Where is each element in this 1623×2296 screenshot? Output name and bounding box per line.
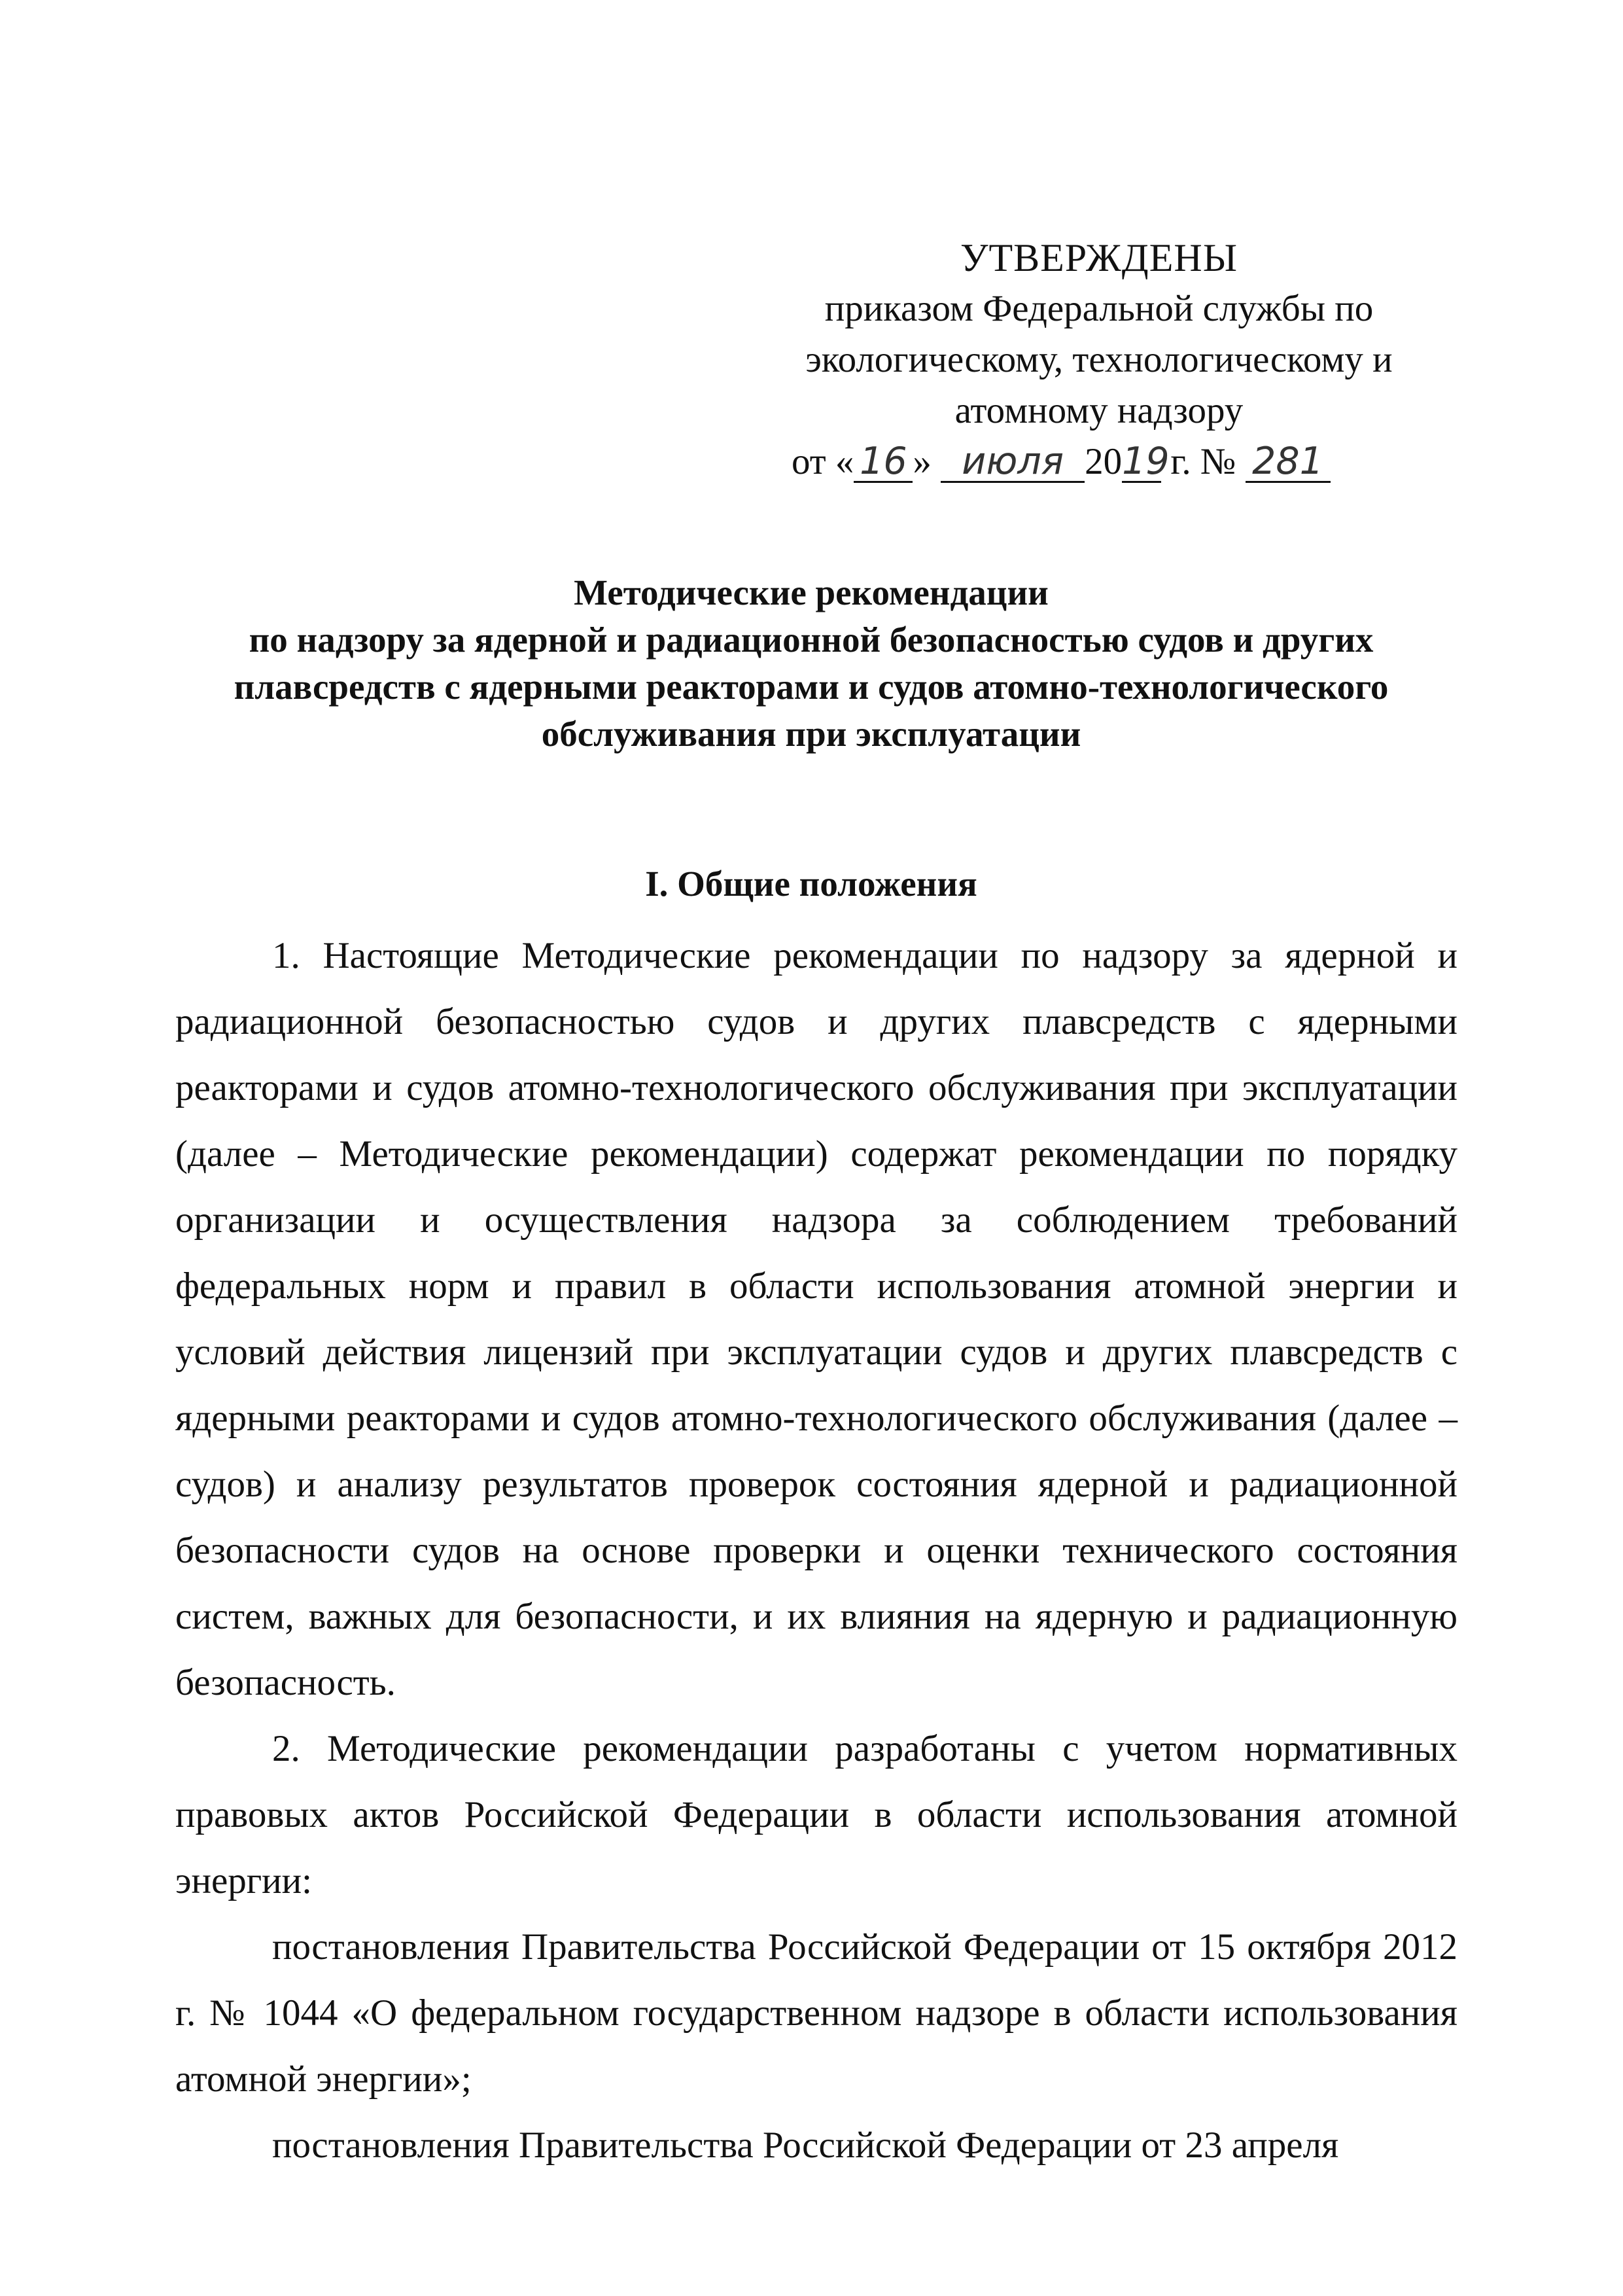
date-year-prefix: 20: [1085, 441, 1123, 482]
approval-date-line: [752, 436, 1446, 487]
handwritten-day: 16: [854, 442, 913, 483]
approval-block: [752, 232, 1446, 487]
document-title: [157, 569, 1465, 758]
approval-line: атомному надзору: [954, 390, 1244, 431]
approval-line: приказом Федеральной службы по: [824, 288, 1374, 329]
handwritten-month: июля: [941, 442, 1085, 483]
paragraph: 2. Методические рекомендации разработаны с учетом нормативных правовых актов Российской Федерации в области использования атомной энергии:: [175, 1728, 1457, 1901]
title-line: по надзору за ядерной и радиационной безопасностью судов и других: [249, 620, 1374, 660]
date-prefix: от «: [792, 441, 854, 482]
date-suffix: г. №: [1161, 441, 1246, 482]
paragraph: 1. Настоящие Методические рекомендации по надзору за ядерной и радиационной безопасностью судов и других плавсредств с ядерными реакторами и судов атомно-технологического обслуживания при эксплуатации (далее – Методические рекомендации) содержат рекомендации по порядку организации и осуществления надзора за соблюдением требований федеральных норм и правил в области использования атомной энергии и условий действия лицензий при эксплуатации судов и других плавсредств с ядерными реакторами и судов атомно-технологического обслуживания (далее – судов) и анализу результатов проверок состояния ядерной и радиационной безопасности судов на основе проверки и оценки технического состояния систем, важных для безопасности, и их влияния на ядерную и радиационную безопасность.: [175, 935, 1457, 1703]
paragraph: постановления Правительства Российской Федерации от 23 апреля: [272, 2125, 1339, 2166]
section-heading: I. Общие положения: [645, 864, 977, 904]
approval-line: экологическому, технологическому и: [805, 339, 1393, 380]
handwritten-year: 19: [1122, 440, 1170, 483]
approval-title: УТВЕРЖДЕНЫ: [960, 236, 1238, 279]
title-line: Методические рекомендации: [574, 573, 1049, 612]
date-mid: »: [913, 441, 941, 482]
title-line: обслуживания при эксплуатации: [541, 714, 1081, 754]
handwritten-order-number: 281: [1246, 442, 1331, 483]
body-text: [175, 923, 1457, 2178]
paragraph: постановления Правительства Российской Федерации от 15 октября 2012 г. № 1044 «О федеральном государственном надзоре в области использования атомной энергии»;: [175, 1926, 1457, 2100]
title-line: плавсредств с ядерными реакторами и судов атомно-технологического: [234, 667, 1389, 707]
